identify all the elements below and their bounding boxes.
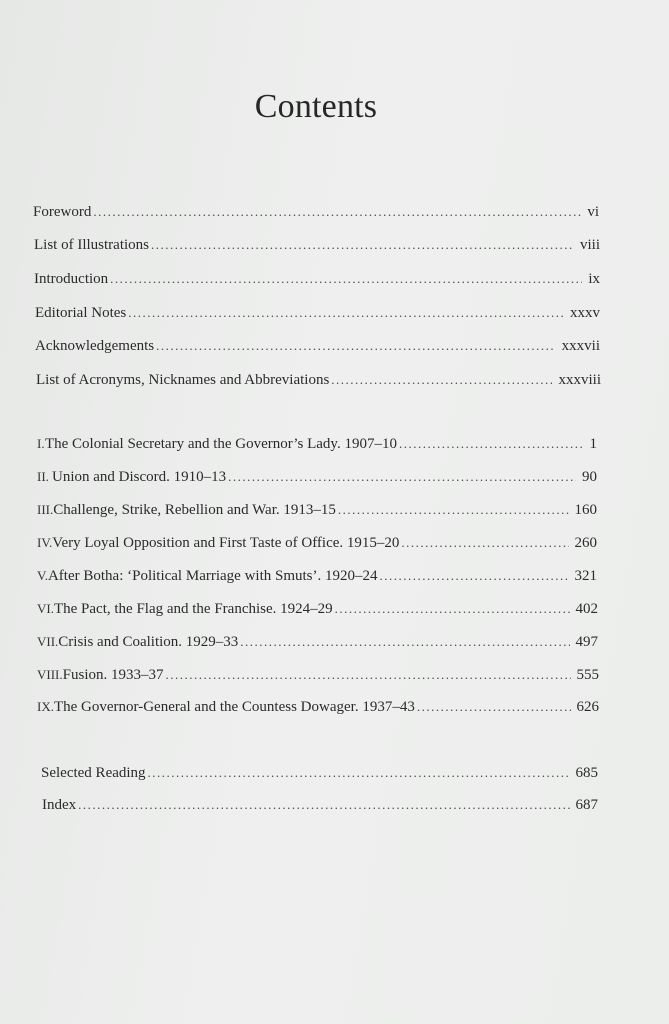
dot-leader: [331, 370, 552, 390]
toc-entry-page: 497: [575, 634, 598, 650]
dot-leader: [156, 336, 556, 356]
toc-entry-title: Foreword: [33, 204, 92, 220]
toc-entry-page: xxxvii: [561, 338, 600, 354]
toc-entry-title: Crisis and Coalition. 1929–33: [58, 634, 239, 650]
dot-leader: [151, 235, 574, 255]
dot-leader: [399, 434, 584, 454]
dot-leader: [148, 763, 570, 783]
toc-entry-title: Fusion. 1933–37: [62, 667, 164, 683]
chapter-number: VIII.: [37, 667, 63, 682]
toc-entry-editorial-notes[interactable]: [35, 303, 600, 323]
toc-entry-title: The Colonial Secretary and the Governor’s Lady. 1907–10: [44, 436, 397, 452]
dot-leader: [417, 697, 571, 717]
toc-entry-page: xxxv: [570, 305, 600, 321]
chapter-number: V.: [37, 568, 48, 583]
page-title: Contents: [254, 88, 378, 125]
dot-leader: [338, 500, 569, 520]
dot-leader: [335, 599, 570, 619]
toc-entry-chapter-1[interactable]: [37, 434, 597, 454]
chapter-number: IV.: [37, 535, 53, 550]
toc-entry-selected-reading[interactable]: [41, 763, 598, 783]
dot-leader: [93, 202, 581, 222]
dot-leader: [240, 632, 569, 652]
chapter-number: III.: [37, 502, 54, 517]
toc-entry-chapter-7[interactable]: [37, 632, 598, 652]
toc-entry-list-of-illustrations[interactable]: [34, 235, 600, 255]
dot-leader: [228, 467, 576, 487]
toc-entry-page: 555: [576, 667, 599, 683]
toc-entry-acknowledgements[interactable]: [35, 336, 600, 356]
toc-entry-page: xxxviii: [558, 372, 601, 388]
toc-entry-title: Very Loyal Opposition and First Taste of Office. 1915–20: [52, 535, 400, 551]
toc-entry-chapter-9[interactable]: [37, 697, 599, 717]
chapter-number: VII.: [37, 634, 59, 649]
toc-entry-chapter-2[interactable]: [37, 467, 597, 487]
toc-entry-page: 685: [575, 765, 598, 781]
toc-entry-title: Introduction: [34, 271, 109, 287]
toc-entry-introduction[interactable]: [34, 269, 600, 289]
toc-entry-page: 1: [589, 436, 597, 452]
toc-entry-title: Challenge, Strike, Rebellion and War. 1913–15: [53, 502, 336, 518]
toc-entry-list-of-acronyms[interactable]: [36, 370, 601, 390]
toc-entry-chapter-4[interactable]: [37, 533, 597, 553]
toc-entry-title: Acknowledgements: [35, 338, 155, 354]
toc-entry-title: After Botha: ‘Political Marriage with Smuts’. 1920–24: [47, 568, 378, 584]
toc-entry-index[interactable]: [42, 795, 598, 815]
toc-entry-title: List of Illustrations: [34, 237, 149, 253]
chapter-number: IX.: [37, 699, 54, 714]
toc-entry-title: List of Acronyms, Nicknames and Abbreviations: [36, 372, 330, 388]
toc-entry-page: 160: [574, 502, 597, 518]
toc-entry-title: The Governor-General and the Countess Dowager. 1937–43: [53, 699, 415, 715]
chapter-number: I.: [37, 436, 45, 451]
toc-entry-page: 260: [574, 535, 597, 551]
toc-entry-page: ix: [588, 271, 600, 287]
toc-entry-page: 90: [582, 469, 597, 485]
toc-entry-page: viii: [579, 237, 600, 253]
toc-entry-chapter-3[interactable]: [37, 500, 597, 520]
toc-entry-page: 321: [574, 568, 597, 584]
toc-entry-page: 626: [576, 699, 599, 715]
toc-entry-page: vi: [587, 204, 599, 220]
chapter-number: VI.: [37, 601, 54, 616]
dot-leader: [380, 566, 569, 586]
dot-leader: [401, 533, 568, 553]
toc-entry-page: 687: [575, 797, 598, 813]
toc-entry-chapter-6[interactable]: [37, 599, 598, 619]
toc-entry-title: The Pact, the Flag and the Franchise. 1924–29: [53, 601, 333, 617]
toc-entry-title: Selected Reading: [41, 765, 146, 781]
toc-entry-title: Editorial Notes: [35, 305, 127, 321]
toc-entry-title: Union and Discord. 1910–13: [51, 469, 227, 485]
toc-entry-chapter-5[interactable]: [37, 566, 597, 586]
toc-entry-foreword[interactable]: [33, 202, 599, 222]
dot-leader: [78, 795, 569, 815]
toc-entry-title: Index: [42, 797, 77, 813]
dot-leader: [128, 303, 564, 323]
dot-leader: [110, 269, 582, 289]
toc-entry-chapter-8[interactable]: [37, 665, 599, 685]
toc-entry-page: 402: [575, 601, 598, 617]
chapter-number: II.: [37, 469, 49, 484]
dot-leader: [166, 665, 571, 685]
